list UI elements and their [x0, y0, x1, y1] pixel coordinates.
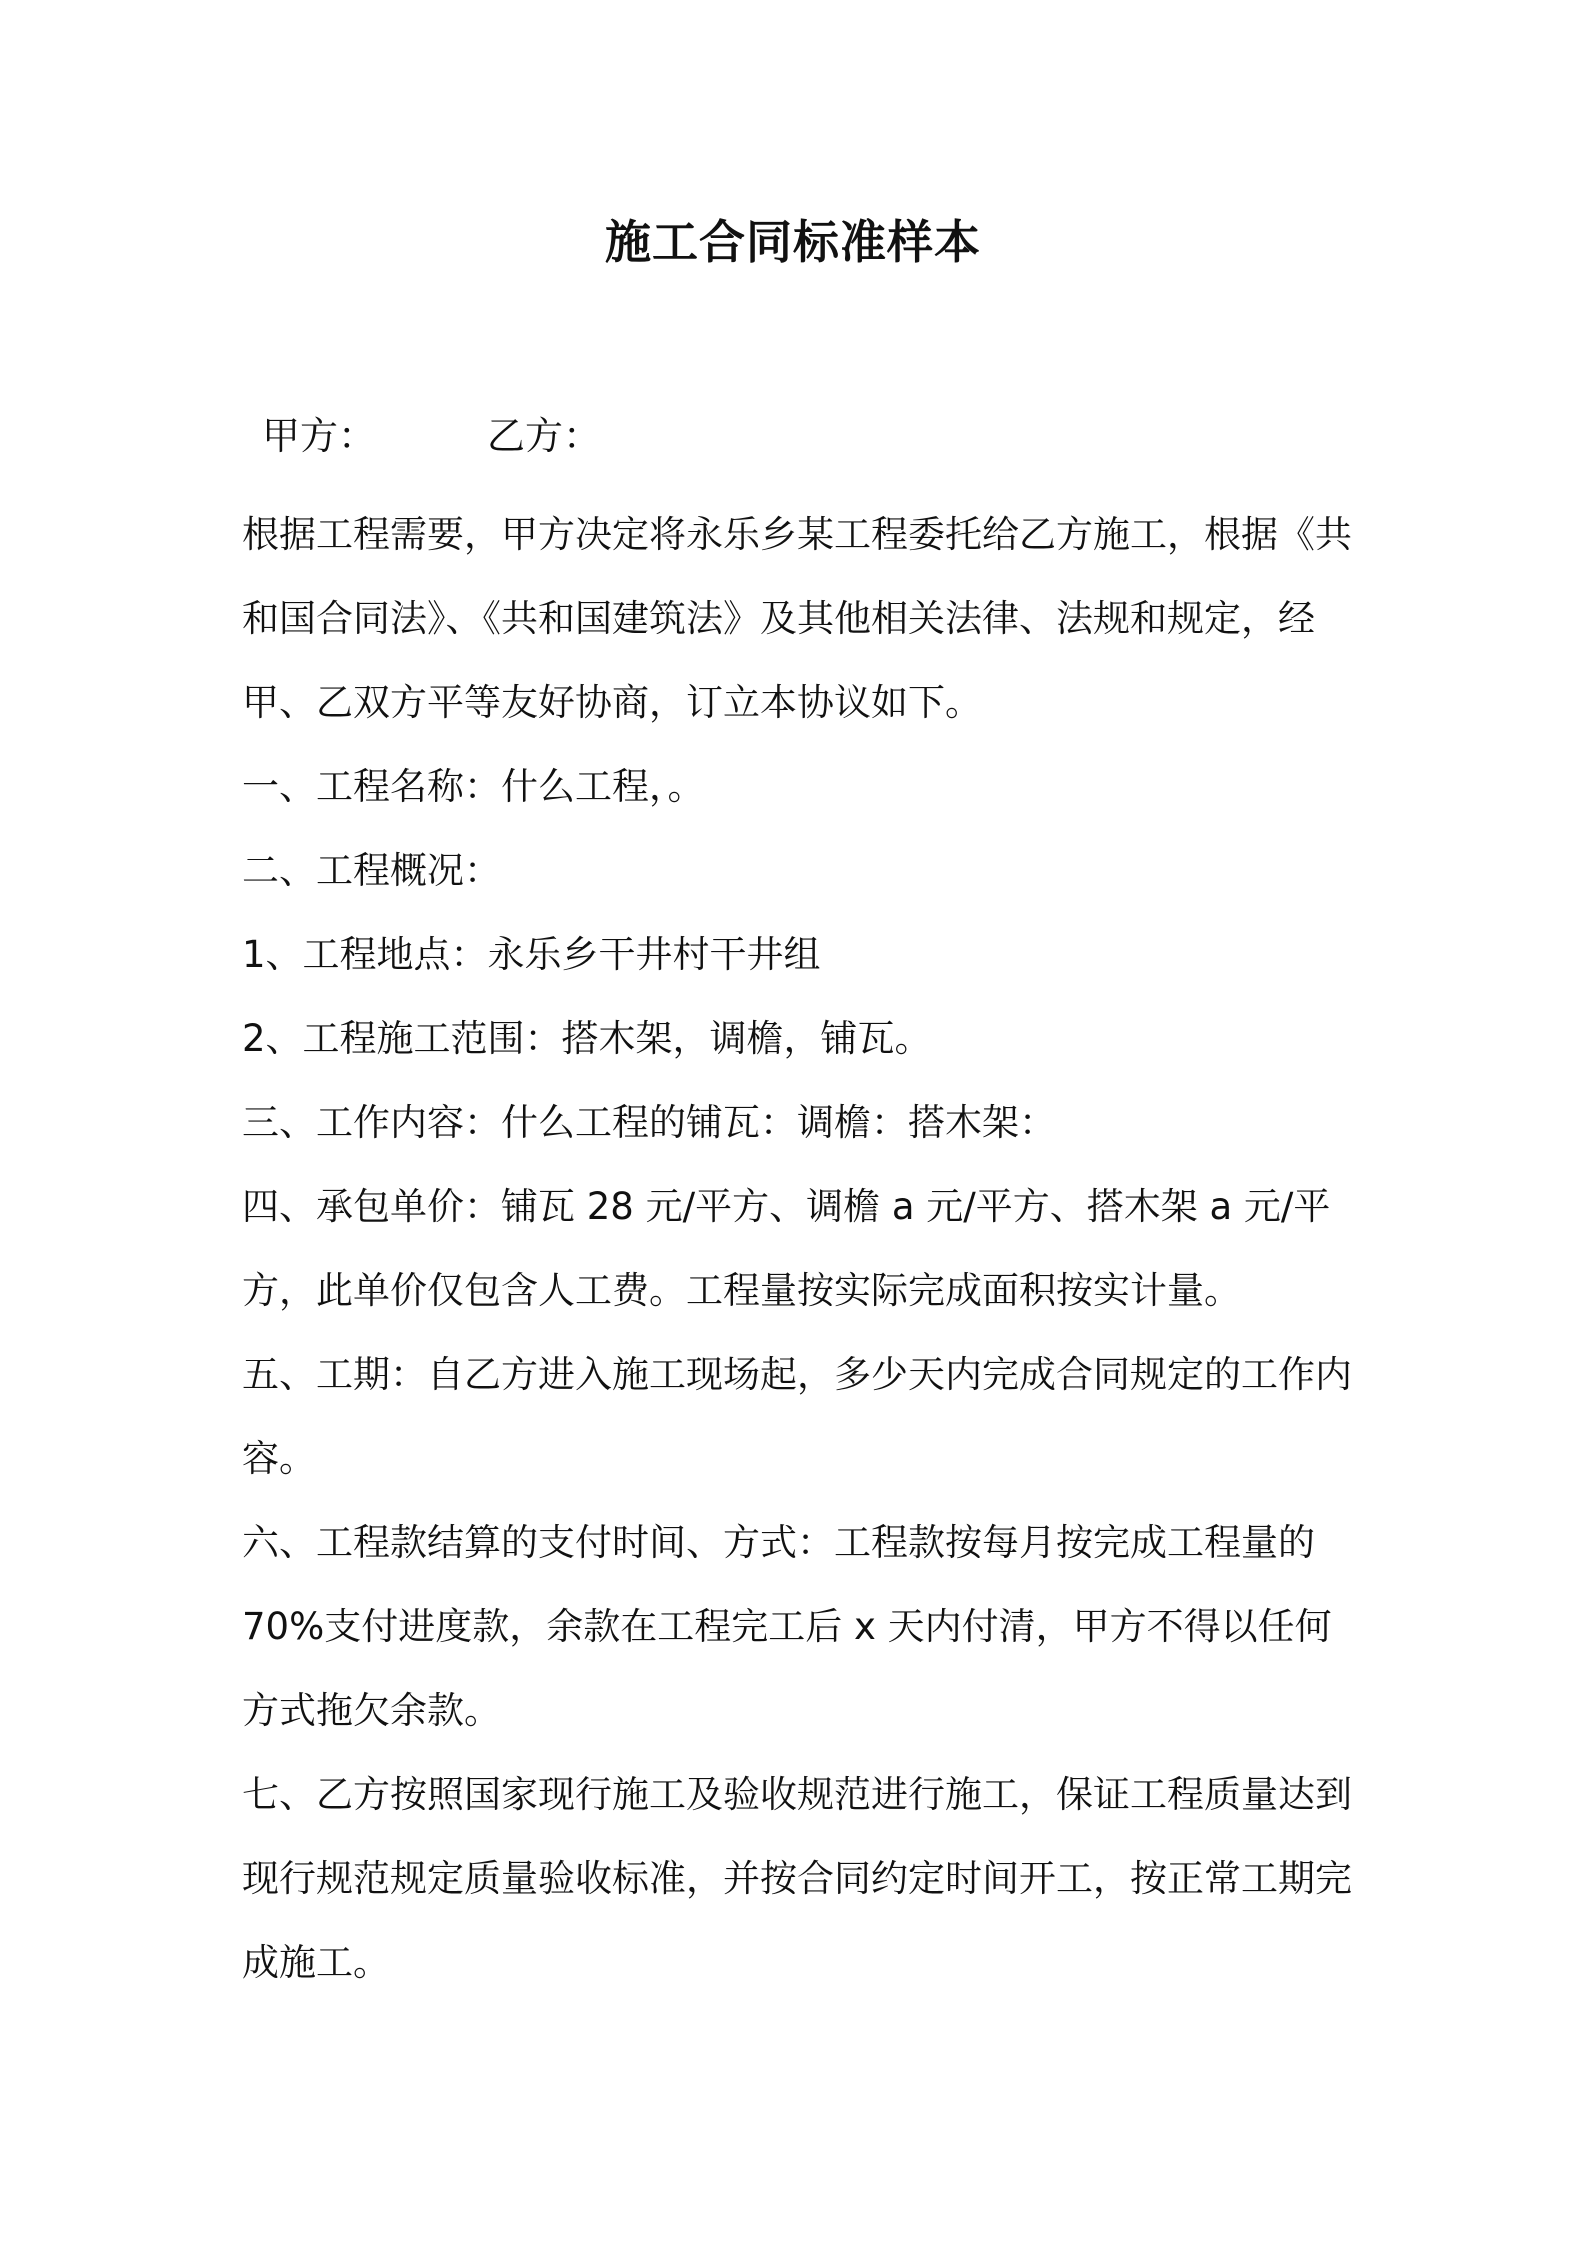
clause-schedule: 五、工期：自乙方进入施工现场起，多少天内完成合同规定的工作内容。: [242, 1353, 1352, 1480]
parties-line: [262, 410, 602, 462]
clause-quality: 七、乙方按照国家现行施工及验收规范进行施工，保证工程质量达到现行规范规定质量验收标准，并按合同约定时间开工，按正常工期完成施工。: [242, 1773, 1352, 1984]
clause-work-content: 三、工作内容：什么工程的铺瓦：调檐：搭木架：: [242, 1101, 1056, 1144]
contract-body: [242, 493, 1362, 2005]
clause-payment: 六、工程款结算的支付时间、方式：工程款按每月按完成工程量的 70%支付进度款，余款在工程完工后 x 天内付清，甲方不得以任何方式拖欠余款。: [242, 1521, 1332, 1732]
party-b-label: 乙方：: [487, 414, 602, 458]
clause-construction-scope: 2、工程施工范围：搭木架，调檐，铺瓦。: [242, 1017, 932, 1060]
clause-unit-price: 四、承包单价：铺瓦 28 元/平方、调檐 a 元/平方、搭木架 a 元/平方，此单价仅包含人工费。工程量按实际完成面积按实计量。: [242, 1185, 1331, 1312]
intro-paragraph: 根据工程需要，甲方决定将永乐乡某工程委托给乙方施工，根据《共和国合同法》、《共和国建筑法》及其他相关法律、法规和规定，经甲、乙双方平等友好协商，订立本协议如下。: [242, 513, 1352, 724]
clause-project-overview: 二、工程概况：: [242, 849, 501, 892]
clause-project-name: 一、工程名称：什么工程，。: [242, 765, 705, 808]
clause-project-location: 1、工程地点：永乐乡干井村干井组: [242, 933, 821, 976]
party-a-label: 甲方：: [262, 414, 377, 458]
document-title: 施工合同标准样本: [605, 215, 981, 269]
